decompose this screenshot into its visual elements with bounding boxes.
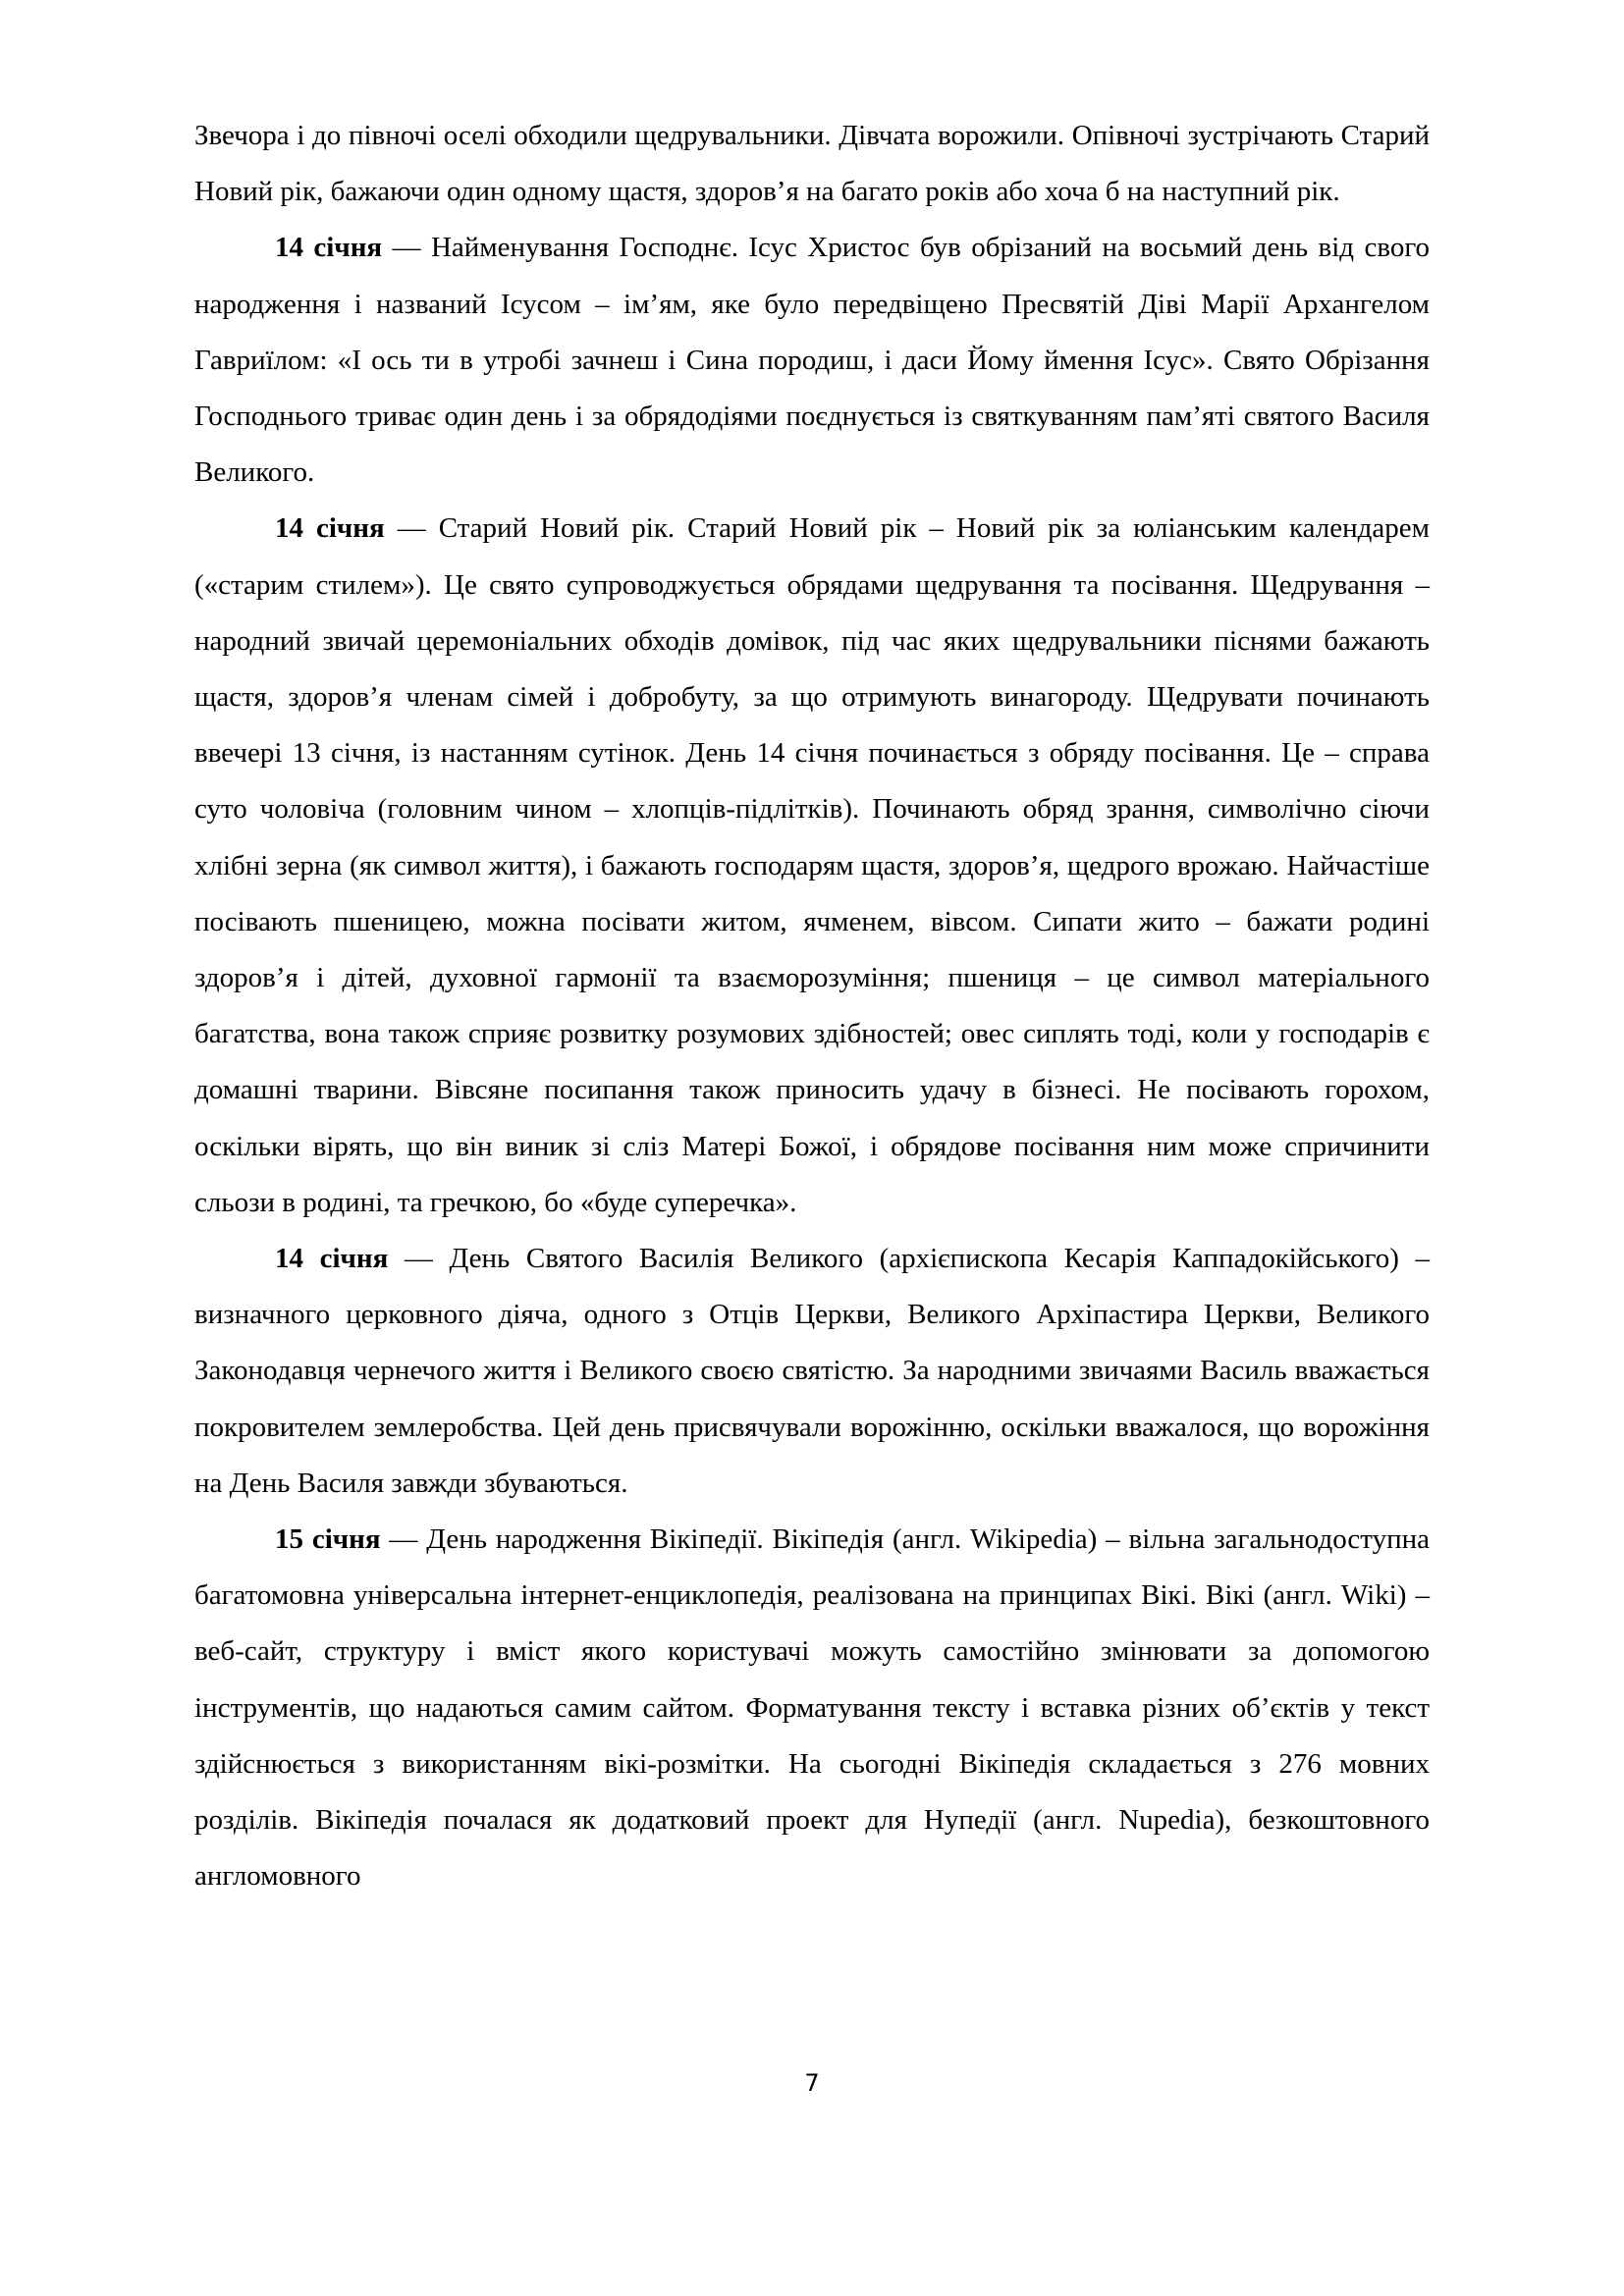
paragraph-date: 14 січня	[275, 512, 385, 545]
paragraph-naming-of-lord	[194, 220, 1430, 501]
document-body	[194, 108, 1430, 1905]
paragraph-text: Звечора і до півночі оселі обходили щедрувальники. Дівчата ворожили. Опівночі зустрічають Старий Новий рік, бажаючи один одному щастя, здоров’я на багато років або хоча б на наступний рік.	[194, 120, 1430, 208]
paragraph-old-new-year	[194, 501, 1430, 1231]
paragraph-text: — Старий Новий рік. Старий Новий рік – Новий рік за юліанським календарем («старим стилем»). Це свято супроводжується обрядами щедрування та посівання. Щедрування – народний звичай церемоніальних обходів домівок, під час яких щедрувальники піснями бажають щастя, здоров’я членам сімей і добробуту, за що отримують винагороду. Щедрувати починають ввечері 13 січня, із настанням сутінок. День 14 січня починається з обряду посівання. Це – справа суто чоловіча (головним чином – хлопців-підлітків). Починають обряд зрання, символічно сіючи хлібні зерна (як символ життя), і бажають господарям щастя, здоров’я, щедрого врожаю. Найчастіше посівають пшеницею, можна посівати житом, ячменем, вівсом. Сипати жито – бажати родині здоров’я і дітей, духовної гармонії та взаєморозуміння; пшениця – це символ матеріального багатства, вона також сприяє розвитку розумових здібностей; овес сиплять тоді, коли у господарів є домашні тварини. Вівсяне посипання також приносить удачу в бізнесі. Не посівають горохом, оскільки вірять, що він виник зі сліз Матері Божої, і обрядове посівання ним може спричинити сльози в родині, та гречкою, бо «буде суперечка».	[194, 512, 1430, 1218]
paragraph-wikipedia-birthday	[194, 1512, 1430, 1904]
paragraph-text: — Найменування Господнє. Ісус Христос був обрізаний на восьмий день від свого народження і названий Ісусом – ім’ям, яке було передвіщено Пресвятій Діві Марії Архангелом Гавриїлом: «І ось ти в утробі зачнеш і Сина породиш, і даси Йому ймення Ісус». Свято Обрізання Господнього триває один день і за обрядодіями поєднується із святкуванням пам’яті святого Василя Великого.	[194, 232, 1430, 489]
paragraph-text: — День Святого Василія Великого (архієпископа Кесарія Каппадокійського) – визначного церковного діяча, одного з Отців Церкви, Великого Архіпастира Церкви, Великого Законодавця чернечого життя і Великого своєю святістю. За народними звичаями Василь вважається покровителем землеробства. Цей день присвячували ворожінню, оскільки вважалося, що ворожіння на День Василя завжди збуваються.	[194, 1243, 1431, 1499]
paragraph-text: — День народження Вікіпедії. Вікіпедія (англ. Wikipedia) – вільна загальнодоступна багатомовна універсальна інтернет-енциклопедія, реалізована на принципах Вікі. Вікі (англ. Wiki) – веб-сайт, структуру і вміст якого користувачі можуть самостійно змінювати за допомогою інструментів, що надаються самим сайтом. Форматування тексту і вставка різних об’єктів у текст здійснюється з використанням вікі-розмітки. На сьогодні Вікіпедія складається з 276 мовних розділів. Вікіпедія почалася як додатковий проект для Нупедії (англ. Nupedia), безкоштовного англомовного	[194, 1523, 1430, 1893]
paragraph-date: 15 січня	[275, 1523, 381, 1556]
paragraph-st-basil-day	[194, 1231, 1430, 1512]
paragraph-date: 14 січня	[275, 1243, 389, 1275]
paragraph-continuation	[194, 108, 1430, 220]
paragraph-date: 14 січня	[275, 232, 383, 264]
page-number: 7	[804, 2069, 820, 2097]
